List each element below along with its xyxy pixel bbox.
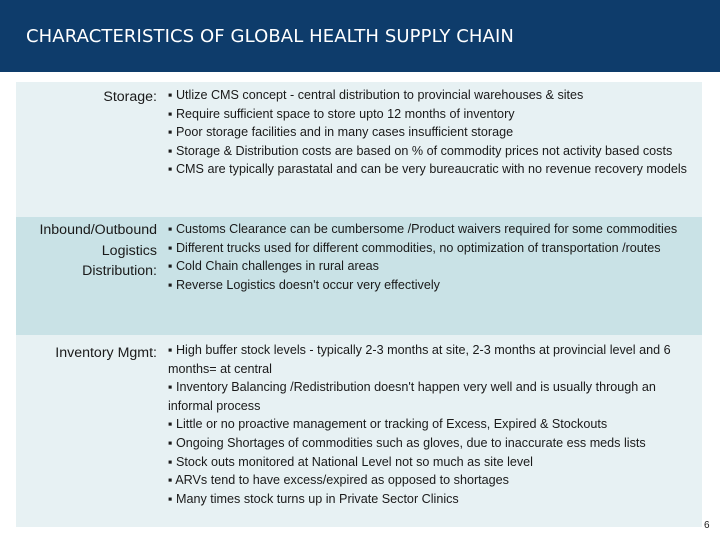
bullet-item: ▪ Reverse Logistics doesn't occur very effectively — [168, 277, 440, 292]
bullet-item: ▪ Different trucks used for different commodities, no optimization of transportation /routes — [168, 240, 661, 255]
bullet-item: ▪ Cold Chain challenges in rural areas — [168, 259, 379, 274]
bullet-item: ▪ Require sufficient space to store upto 12 months of inventory — [168, 106, 515, 121]
row-label-line: Logistics — [101, 242, 157, 259]
row-label-line: Storage: — [103, 89, 157, 105]
row-storage — [16, 82, 702, 217]
row-logistics — [16, 217, 702, 335]
row-label-line: Inbound/Outbound — [39, 222, 157, 238]
slide-title: CHARACTERISTICS OF GLOBAL HEALTH SUPPLY CHAIN — [26, 26, 514, 47]
row-content-inventory — [168, 341, 700, 508]
page-number: 6 — [704, 520, 710, 531]
row-label-line: Inventory Mgmt: — [55, 345, 157, 361]
bullet-item: ▪ Storage & Distribution costs are based on % of commodity prices not activity based costs — [168, 143, 673, 158]
bullet-item: ▪ Poor storage facilities and in many cases insufficient storage — [168, 125, 514, 140]
row-label-logistics — [16, 220, 157, 282]
title-bar — [0, 0, 720, 72]
bullet-item: ▪ Customs Clearance can be cumbersome /Product waivers required for some commodities — [168, 222, 678, 236]
bullet-item: ▪ Little or no proactive management or tracking of Excess, Expired & Stockouts — [168, 417, 608, 432]
bullet-item: ▪ Ongoing Shortages of commodities such as gloves, due to inaccurate ess meds lists — [168, 435, 646, 450]
row-label-line: Distribution: — [82, 263, 157, 279]
row-label-inventory — [16, 343, 157, 364]
bullet-item: ▪ Stock outs monitored at National Level not so much as site level — [168, 454, 533, 469]
bullet-item: ▪ Utlize CMS concept - central distribution to provincial warehouses & sites — [168, 88, 584, 102]
row-content-logistics — [168, 220, 700, 294]
bullet-item: ▪ Inventory Balancing /Redistribution doesn't happen very well and is usually through an informal process — [168, 380, 656, 413]
bullet-item: ▪ Many times stock turns up in Private Sector Clinics — [168, 491, 459, 506]
row-content-storage — [168, 86, 700, 179]
characteristics-table — [16, 82, 702, 527]
bullet-item: ▪ ARVs tend to have excess/expired as opposed to shortages — [168, 473, 509, 488]
row-label-storage — [16, 87, 157, 108]
row-inventory — [16, 335, 702, 527]
bullet-item: ▪ High buffer stock levels - typically 2-3 months at site, 2-3 months at provincial level and 6 months= at central — [168, 343, 671, 376]
bullet-item: ▪ CMS are typically parastatal and can be very bureaucratic with no revenue recovery models — [168, 162, 687, 177]
